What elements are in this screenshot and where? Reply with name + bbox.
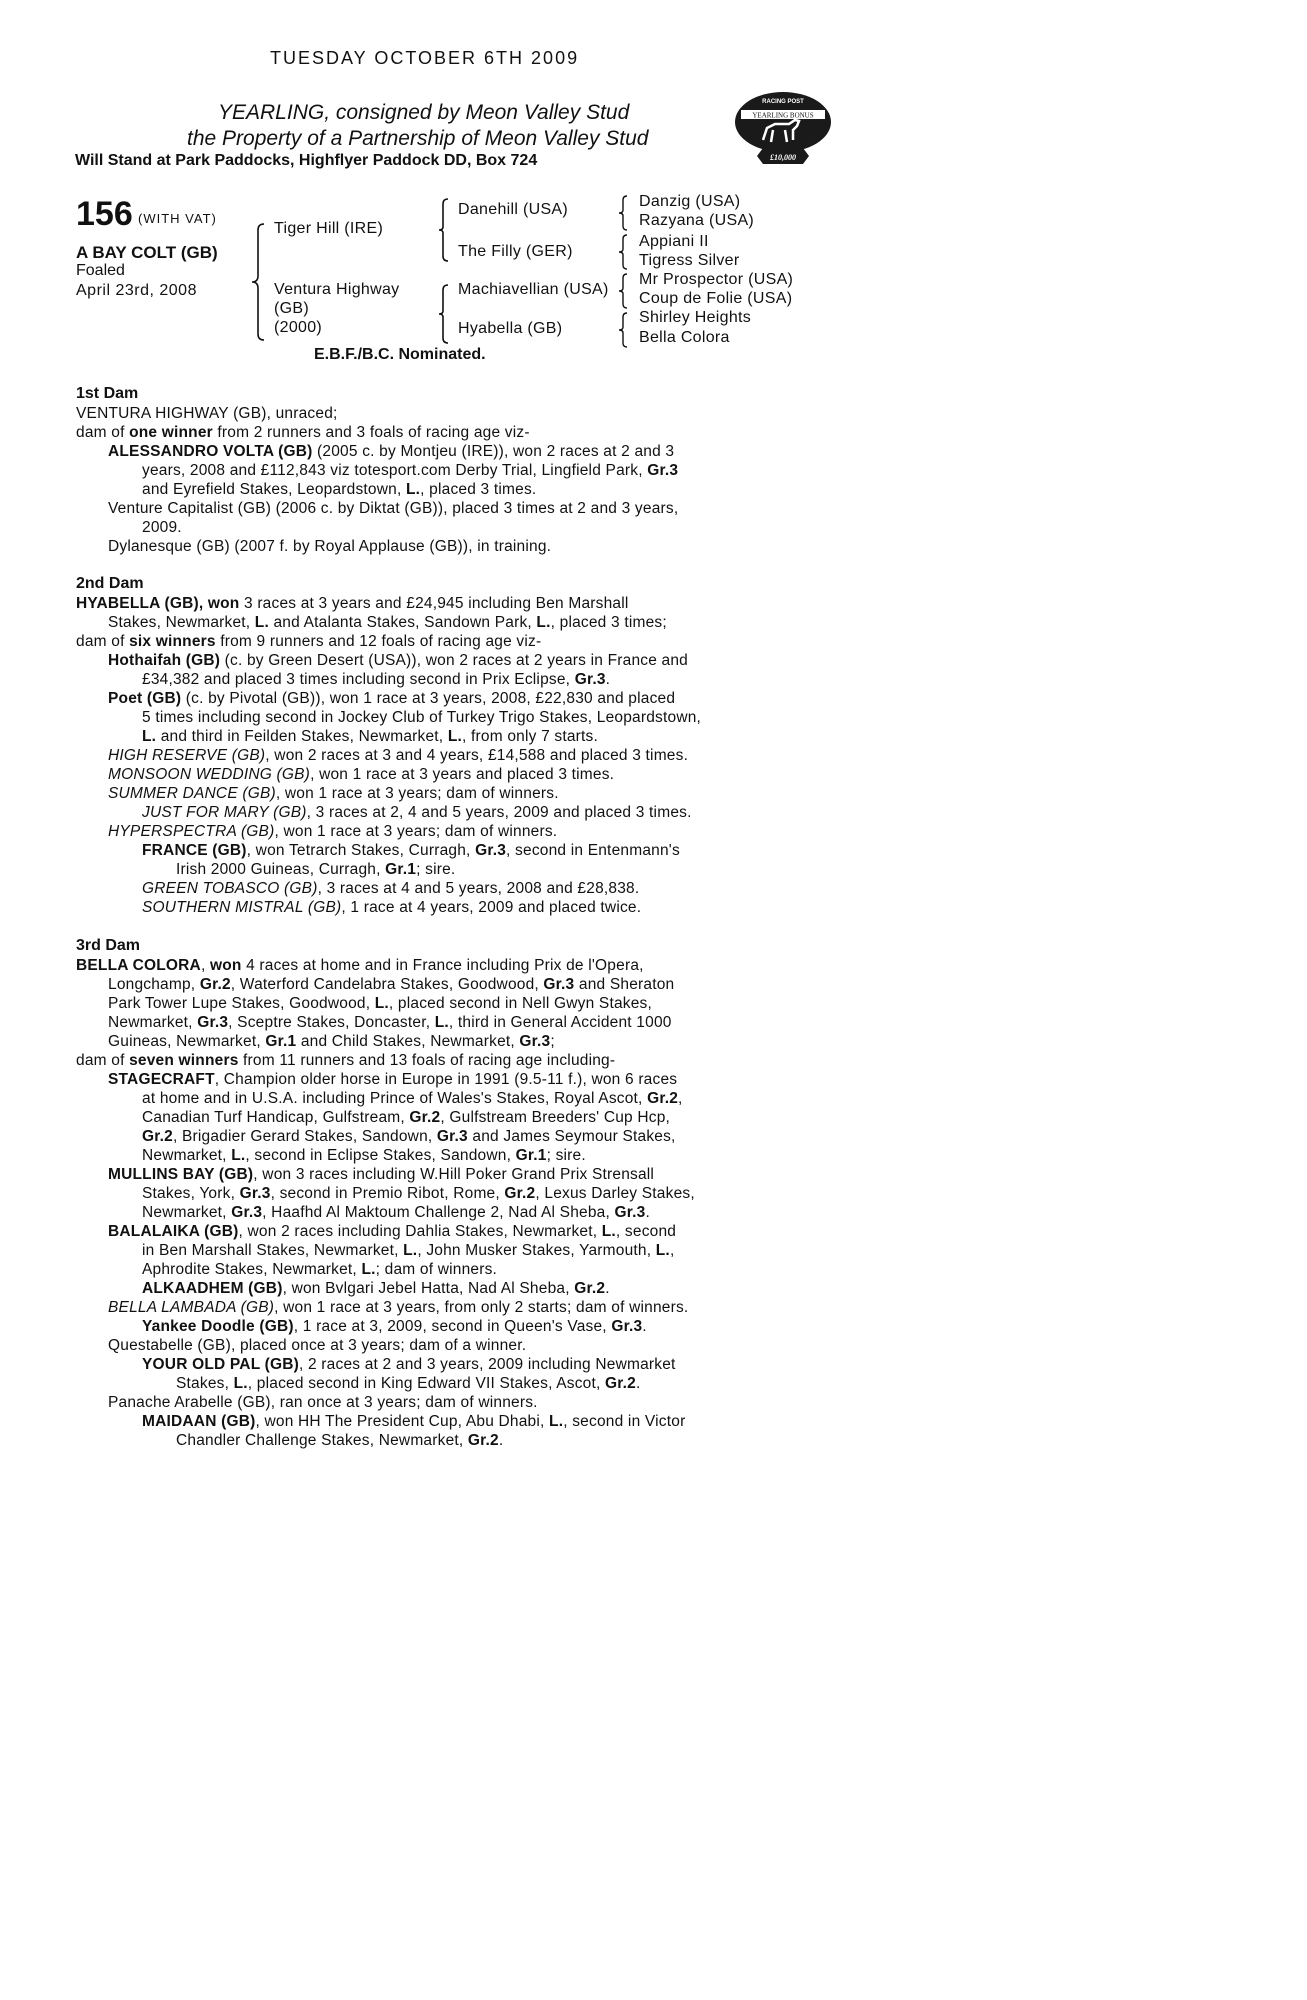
section-3rd-dam — [76, 956, 695, 1450]
text-line: STAGECRAFT, Champion older horse in Europe in 1991 (9.5-11 f.), won 6 races — [108, 1071, 678, 1088]
pedigree-brace-ss — [616, 194, 630, 232]
text-line: BELLA COLORA, won 4 races at home and in France including Prix de l'Opera, — [76, 957, 644, 974]
stand-location: Will Stand at Park Paddocks, Highflyer Paddock DD, Box 724 — [75, 152, 538, 169]
text-line: ALESSANDRO VOLTA (GB) (2005 c. by Montjeu (IRE)), won 2 races at 2 and 3 — [108, 443, 675, 460]
text-line: Newmarket, L., second in Eclipse Stakes, Sandown, Gr.1; sire. — [142, 1147, 586, 1164]
consignment-line: YEARLING, consigned by Meon Valley Stud — [218, 101, 630, 124]
text-line: Park Tower Lupe Stakes, Goodwood, L., placed second in Nell Gwyn Stakes, — [108, 995, 653, 1012]
section-title-3rd-dam: 3rd Dam — [76, 937, 141, 954]
pedigree-dam-dam: Hyabella (GB) — [458, 320, 563, 337]
text-line: HYPERSPECTRA (GB), won 1 race at 3 years; dam of winners. — [108, 823, 558, 840]
text-line: in Ben Marshall Stakes, Newmarket, L., John Musker Stakes, Yarmouth, L., — [142, 1242, 675, 1259]
text-line: Aphrodite Stakes, Newmarket, L.; dam of winners. — [142, 1261, 498, 1278]
pedigree-dam-line1: Ventura Highway — [274, 281, 400, 298]
text-line: Questabelle (GB), placed once at 3 years; dam of a winner. — [108, 1337, 527, 1354]
text-line: L. and third in Feilden Stakes, Newmarket, L., from only 7 starts. — [142, 728, 599, 745]
text-line: MAIDAAN (GB), won HH The President Cup, Abu Dhabi, L., second in Victor — [142, 1413, 686, 1430]
text-line: YOUR OLD PAL (GB), 2 races at 2 and 3 years, 2009 including Newmarket — [142, 1356, 676, 1373]
text-line: BELLA LAMBADA (GB), won 1 race at 3 years, from only 2 starts; dam of winners. — [108, 1299, 689, 1316]
ebf-nomination: E.B.F./B.C. Nominated. — [314, 346, 486, 363]
pedigree-brace-sire — [436, 197, 452, 263]
foaled-date: April 23rd, 2008 — [76, 282, 197, 299]
pedigree-dam-line3: (2000) — [274, 319, 323, 336]
text-line: Yankee Doodle (GB), 1 race at 3, 2009, second in Queen's Vase, Gr.3. — [142, 1318, 647, 1335]
section-title-2nd-dam: 2nd Dam — [76, 575, 144, 592]
pedigree-sire: Tiger Hill (IRE) — [274, 220, 384, 237]
pedigree-sd-dam: Tigress Silver — [639, 252, 740, 269]
pedigree-brace-sd — [616, 233, 630, 271]
text-line: Dylanesque (GB) (2007 f. by Royal Applause (GB)), in training. — [108, 538, 552, 555]
text-line: SUMMER DANCE (GB), won 1 race at 3 years; dam of winners. — [108, 785, 559, 802]
property-line: the Property of a Partnership of Meon Valley Stud — [187, 127, 649, 150]
text-line: Panache Arabelle (GB), ran once at 3 years; dam of winners. — [108, 1394, 538, 1411]
badge-top-text: RACING POST — [762, 99, 804, 105]
pedigree-brace-ds — [616, 272, 630, 310]
pedigree-dd-sire: Shirley Heights — [639, 309, 752, 326]
text-line: 2009. — [142, 519, 182, 536]
text-line: Newmarket, Gr.3, Sceptre Stakes, Doncaster, L., third in General Accident 1000 — [108, 1014, 672, 1031]
pedigree-ds-dam: Coup de Folie (USA) — [639, 290, 793, 307]
text-line: at home and in U.S.A. including Prince of Wales's Stakes, Royal Ascot, Gr.2, — [142, 1090, 683, 1107]
yearling-bonus-badge — [733, 90, 833, 170]
pedigree-sire-sire: Danehill (USA) — [458, 201, 569, 218]
pedigree-dd-dam: Bella Colora — [639, 329, 730, 346]
text-line: Irish 2000 Guineas, Curragh, Gr.1; sire. — [176, 861, 456, 878]
text-line: JUST FOR MARY (GB), 3 races at 2, 4 and 5 years, 2009 and placed 3 times. — [142, 804, 692, 821]
text-line: Venture Capitalist (GB) (2006 c. by Diktat (GB)), placed 3 times at 2 and 3 years, — [108, 500, 679, 517]
text-line: Longchamp, Gr.2, Waterford Candelabra Stakes, Goodwood, Gr.3 and Sheraton — [108, 976, 675, 993]
pedigree-ss-dam: Razyana (USA) — [639, 212, 755, 229]
lot-number: 156 — [76, 195, 133, 233]
pedigree-brace-main — [250, 222, 272, 342]
section-title-1st-dam: 1st Dam — [76, 385, 139, 402]
text-line: dam of six winners from 9 runners and 12 foals of racing age viz- — [76, 633, 542, 650]
text-line: Stakes, York, Gr.3, second in Premio Ribot, Rome, Gr.2, Lexus Darley Stakes, — [142, 1185, 695, 1202]
text-line: dam of one winner from 2 runners and 3 foals of racing age viz- — [76, 424, 530, 441]
sale-date: TUESDAY OCTOBER 6TH 2009 — [270, 48, 580, 68]
badge-middle-text: YEARLING BONUS — [752, 111, 814, 120]
text-line: SOUTHERN MISTRAL (GB), 1 race at 4 years, 2009 and placed twice. — [142, 899, 642, 916]
pedigree-brace-dam — [436, 283, 452, 345]
pedigree-dam-line2: (GB) — [274, 300, 309, 317]
text-line: 5 times including second in Jockey Club of Turkey Trigo Stakes, Leopardstown, — [142, 709, 702, 726]
pedigree-brace-dd — [616, 311, 630, 349]
text-line: HYABELLA (GB), won 3 races at 3 years and £24,945 including Ben Marshall — [76, 595, 629, 612]
text-line: HIGH RESERVE (GB), won 2 races at 3 and 4 years, £14,588 and placed 3 times. — [108, 747, 689, 764]
text-line: Stakes, Newmarket, L. and Atalanta Stakes, Sandown Park, L., placed 3 times; — [108, 614, 667, 631]
text-line: Newmarket, Gr.3, Haafhd Al Maktoum Challenge 2, Nad Al Sheba, Gr.3. — [142, 1204, 650, 1221]
foaled-label: Foaled — [76, 262, 125, 279]
text-line: and Eyrefield Stakes, Leopardstown, L., placed 3 times. — [142, 481, 537, 498]
text-line: VENTURA HIGHWAY (GB), unraced; — [76, 405, 338, 422]
text-line: dam of seven winners from 11 runners and 13 foals of racing age including- — [76, 1052, 616, 1069]
text-line: Gr.2, Brigadier Gerard Stakes, Sandown, Gr.3 and James Seymour Stakes, — [142, 1128, 676, 1145]
text-line: Chandler Challenge Stakes, Newmarket, Gr.2. — [176, 1432, 504, 1449]
text-line: Stakes, L., placed second in King Edward VII Stakes, Ascot, Gr.2. — [176, 1375, 641, 1392]
text-line: Poet (GB) (c. by Pivotal (GB)), won 1 race at 3 years, 2008, £22,830 and placed — [108, 690, 676, 707]
badge-bottom-text: £10,000 — [770, 153, 796, 162]
text-line: Guineas, Newmarket, Gr.1 and Child Stakes, Newmarket, Gr.3; — [108, 1033, 555, 1050]
pedigree-ss-sire: Danzig (USA) — [639, 193, 741, 210]
pedigree-sd-sire: Appiani II — [639, 233, 709, 250]
pedigree-sire-dam: The Filly (GER) — [458, 243, 573, 260]
text-line: Canadian Turf Handicap, Gulfstream, Gr.2, Gulfstream Breeders' Cup Hcp, — [142, 1109, 671, 1126]
text-line: MULLINS BAY (GB), won 3 races including W.Hill Poker Grand Prix Strensall — [108, 1166, 655, 1183]
section-2nd-dam — [76, 594, 701, 917]
text-line: FRANCE (GB), won Tetrarch Stakes, Curragh, Gr.3, second in Entenmann's — [142, 842, 680, 859]
section-1st-dam — [76, 404, 678, 556]
pedigree-dam-sire: Machiavellian (USA) — [458, 281, 609, 298]
text-line: BALALAIKA (GB), won 2 races including Dahlia Stakes, Newmarket, L., second — [108, 1223, 677, 1240]
pedigree-ds-sire: Mr Prospector (USA) — [639, 271, 794, 288]
lot-name: A BAY COLT (GB) — [76, 243, 218, 262]
text-line: ALKAADHEM (GB), won Bvlgari Jebel Hatta, Nad Al Sheba, Gr.2. — [142, 1280, 610, 1297]
text-line: Hothaifah (GB) (c. by Green Desert (USA)), won 2 races at 2 years in France and — [108, 652, 688, 669]
text-line: MONSOON WEDDING (GB), won 1 race at 3 years and placed 3 times. — [108, 766, 615, 783]
text-line: GREEN TOBASCO (GB), 3 races at 4 and 5 years, 2008 and £28,838. — [142, 880, 640, 897]
text-line: years, 2008 and £112,843 viz totesport.com Derby Trial, Lingfield Park, Gr.3 — [142, 462, 679, 479]
text-line: £34,382 and placed 3 times including second in Prix Eclipse, Gr.3. — [142, 671, 611, 688]
vat-note: (WITH VAT) — [138, 211, 217, 226]
